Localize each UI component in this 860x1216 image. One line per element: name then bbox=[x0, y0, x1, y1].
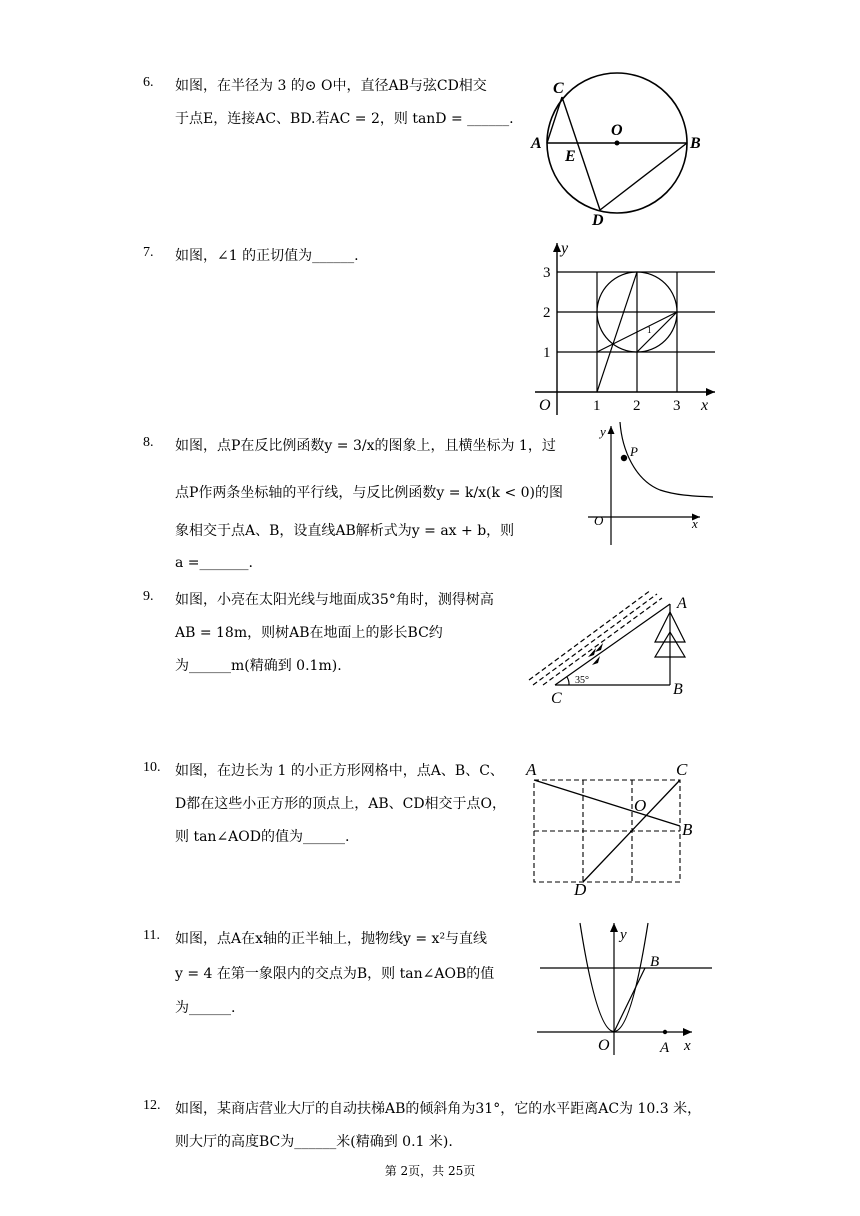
label-y: y bbox=[561, 240, 569, 257]
label-c: C bbox=[551, 690, 562, 707]
tick-x-2: 2 bbox=[633, 398, 641, 414]
question-text-line: D都在这些小正方形的顶点上，AB、CD相交于点O， bbox=[175, 796, 507, 812]
question-text-line: AB = 18m，则树AB在地面上的影长BC约 bbox=[175, 625, 443, 641]
label-b: B bbox=[673, 681, 683, 698]
question-text-line: 点P作两条坐标轴的平行线，与反比例函数y = k/x(k < 0)的图 bbox=[175, 485, 563, 501]
label-origin: O bbox=[598, 1037, 610, 1054]
question-number: 8. bbox=[143, 435, 154, 450]
tree-shadow-figure bbox=[525, 582, 705, 712]
question-text-line: 如图，点A在x轴的正半轴上，抛物线y = x²与直线 bbox=[175, 931, 488, 947]
grid-circle-figure bbox=[525, 235, 720, 420]
label-b: B bbox=[682, 820, 693, 839]
label-origin: O bbox=[539, 397, 551, 414]
label-e: E bbox=[565, 148, 576, 165]
question-text-line: 如图，某商店营业大厅的自动扶梯AB的倾斜角为31°，它的水平距离AC为 10.3 米， bbox=[175, 1101, 702, 1117]
label-x: x bbox=[692, 516, 698, 531]
question-number: 10. bbox=[143, 760, 161, 775]
circle-chord-figure bbox=[525, 65, 710, 230]
question-text-line: 如图，在半径为 3 的⊙ O中，直径AB与弦CD相交 bbox=[175, 78, 487, 94]
angle-label: 35° bbox=[575, 675, 589, 686]
label-c: C bbox=[553, 80, 564, 97]
label-a: A bbox=[531, 135, 542, 152]
tick-y-1: 1 bbox=[543, 345, 551, 361]
question-text-line: 如图，∠1 的正切值为______. bbox=[175, 248, 359, 264]
question-text-line: 为______. bbox=[175, 1000, 236, 1016]
question-text-line: 如图，小亮在太阳光线与地面成35°角时，测得树高 bbox=[175, 592, 494, 608]
question-text-line: 则大厅的高度BC为______米(精确到 0.1 米). bbox=[175, 1134, 453, 1150]
label-c: C bbox=[676, 760, 688, 779]
question-text-line: 于点E，连接AC、BD.若AC = 2，则 tanD = ______. bbox=[175, 111, 514, 127]
question-text-line: 象相交于点A、B，设直线AB解析式为y = ax + b，则 bbox=[175, 523, 515, 539]
page-footer: 第 2页，共 25页 bbox=[384, 1164, 476, 1178]
label-a: A bbox=[526, 760, 537, 779]
label-y: y bbox=[600, 424, 606, 439]
label-a: A bbox=[677, 595, 687, 612]
tick-x-1: 1 bbox=[593, 398, 601, 414]
question-number: 12. bbox=[143, 1098, 161, 1113]
label-b: B bbox=[690, 135, 701, 152]
label-o: O bbox=[611, 122, 623, 139]
question-text-line: 为______m(精确到 0.1m). bbox=[175, 658, 342, 674]
label-d: D bbox=[574, 880, 587, 899]
question-number: 6. bbox=[143, 75, 154, 90]
label-x: x bbox=[684, 1038, 691, 1054]
question-text-line: 则 tan∠AOD的值为______. bbox=[175, 829, 350, 845]
label-y: y bbox=[620, 927, 627, 943]
tick-y-3: 3 bbox=[543, 265, 551, 281]
question-number: 11. bbox=[143, 928, 160, 943]
label-b: B bbox=[650, 954, 660, 970]
question-text-line: 如图，在边长为 1 的小正方形网格中，点A、B、C、 bbox=[175, 763, 504, 779]
label-d: D bbox=[592, 212, 604, 229]
parabola-figure bbox=[532, 915, 717, 1060]
label-a: A bbox=[660, 1040, 670, 1056]
tick-y-2: 2 bbox=[543, 305, 551, 321]
label-o: O bbox=[634, 796, 647, 815]
question-text-line: y = 4 在第一象限内的交点为B，则 tan∠AOB的值 bbox=[175, 966, 495, 982]
question-text-line: a =_______. bbox=[175, 555, 253, 571]
question-number: 9. bbox=[143, 589, 154, 604]
question-text-line: 如图，点P在反比例函数y = 3/x的图象上，且横坐标为 1，过 bbox=[175, 438, 556, 454]
angle-label: 1 bbox=[647, 325, 652, 335]
question-number: 7. bbox=[143, 245, 154, 260]
tick-x-3: 3 bbox=[673, 398, 681, 414]
label-origin: O bbox=[594, 513, 604, 528]
label-x: x bbox=[701, 397, 709, 414]
hyperbola-figure bbox=[580, 420, 715, 550]
grid-intersect-figure bbox=[522, 755, 712, 900]
label-p: P bbox=[630, 444, 638, 459]
